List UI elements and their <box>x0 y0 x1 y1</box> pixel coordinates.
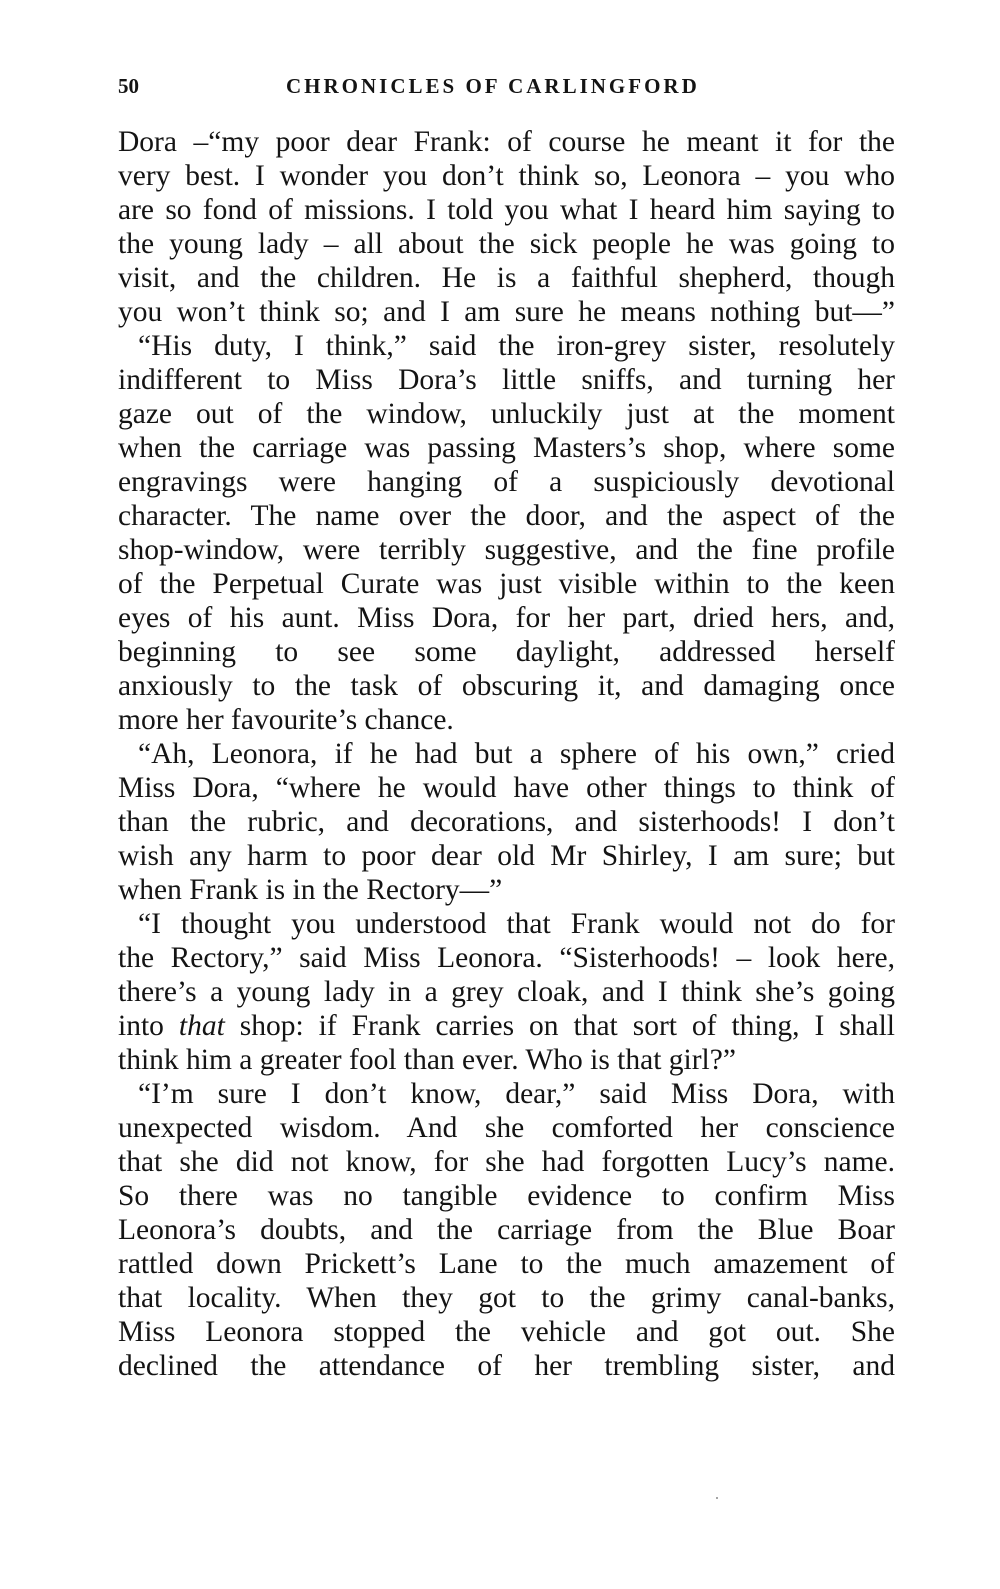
text-line: unexpected wisdom. And she comforted her conscience <box>118 1112 895 1144</box>
text-fragment: shop: if Frank carries on that sort of thing, I shall <box>224 1010 895 1042</box>
text-line: the Rectory,” said Miss Leonora. “Sisterhoods! – look here, <box>118 942 895 974</box>
text-line: shop-window, were terribly suggestive, and the fine profile <box>118 534 895 566</box>
text-line: Miss Leonora stopped the vehicle and got out. She <box>118 1316 895 1348</box>
paragraph-first-line: “I thought you understood that Frank would not do for <box>138 908 895 940</box>
paragraph-last-line: when Frank is in the Rectory—” <box>118 874 503 906</box>
text-fragment: into <box>118 1010 179 1042</box>
text-line: anxiously to the task of obscuring it, and damaging once <box>118 670 895 702</box>
text-line: Miss Dora, “where he would have other things to think of <box>118 772 895 804</box>
text-line: visit, and the children. He is a faithful shepherd, though <box>118 262 895 294</box>
text-line: you won’t think so; and I am sure he means nothing but—” <box>118 296 895 328</box>
text-line: than the rubric, and decorations, and sisterhoods! I don’t <box>118 806 895 838</box>
text-line: Dora –“my poor dear Frank: of course he meant it for the <box>118 126 895 158</box>
text-line: gaze out of the window, unluckily just at the moment <box>118 398 895 430</box>
text-line: engravings were hanging of a suspiciously devotional <box>118 466 895 498</box>
text-line: wish any harm to poor dear old Mr Shirley, I am sure; but <box>118 840 895 872</box>
text-line: indifferent to Miss Dora’s little sniffs, and turning her <box>118 364 895 396</box>
text-line: Leonora’s doubts, and the carriage from the Blue Boar <box>118 1214 895 1246</box>
ink-speck <box>716 1497 718 1499</box>
text-line: there’s a young lady in a grey cloak, and I think she’s going <box>118 976 895 1008</box>
paragraph-last-line: more her favourite’s chance. <box>118 704 454 736</box>
text-line: beginning to see some daylight, addressed herself <box>118 636 895 668</box>
page-number: 50 <box>118 74 139 98</box>
text-line: that she did not know, for she had forgotten Lucy’s name. <box>118 1146 895 1178</box>
text-line: of the Perpetual Curate was just visible within to the keen <box>118 568 895 600</box>
text-line-with-italic <box>118 1009 895 1043</box>
paragraph-first-line: “I’m sure I don’t know, dear,” said Miss Dora, with <box>138 1078 895 1110</box>
paragraph-last-line: think him a greater fool than ever. Who is that girl?” <box>118 1044 736 1076</box>
text-line: declined the attendance of her trembling sister, and <box>118 1350 895 1382</box>
paragraph-first-line: “His duty, I think,” said the iron-grey sister, resolutely <box>138 330 895 362</box>
text-line: very best. I wonder you don’t think so, Leonora – you who <box>118 160 895 192</box>
text-line: So there was no tangible evidence to confirm Miss <box>118 1180 895 1212</box>
book-title: CHRONICLES OF CARLINGFORD <box>286 74 700 98</box>
text-line: character. The name over the door, and the aspect of the <box>118 500 895 532</box>
text-line: are so fond of missions. I told you what I heard him saying to <box>118 194 895 226</box>
paragraph-first-line: “Ah, Leonora, if he had but a sphere of his own,” cried <box>138 738 895 770</box>
text-line: eyes of his aunt. Miss Dora, for her part, dried hers, and, <box>118 602 895 634</box>
text-line: when the carriage was passing Masters’s shop, where some <box>118 432 895 464</box>
body-text <box>118 125 895 1383</box>
running-header <box>118 66 898 106</box>
text-line: that locality. When they got to the grimy canal-banks, <box>118 1282 895 1314</box>
italic-word: that <box>178 1010 225 1042</box>
text-line: the young lady – all about the sick people he was going to <box>118 228 895 260</box>
text-line: rattled down Prickett’s Lane to the much amazement of <box>118 1248 895 1280</box>
